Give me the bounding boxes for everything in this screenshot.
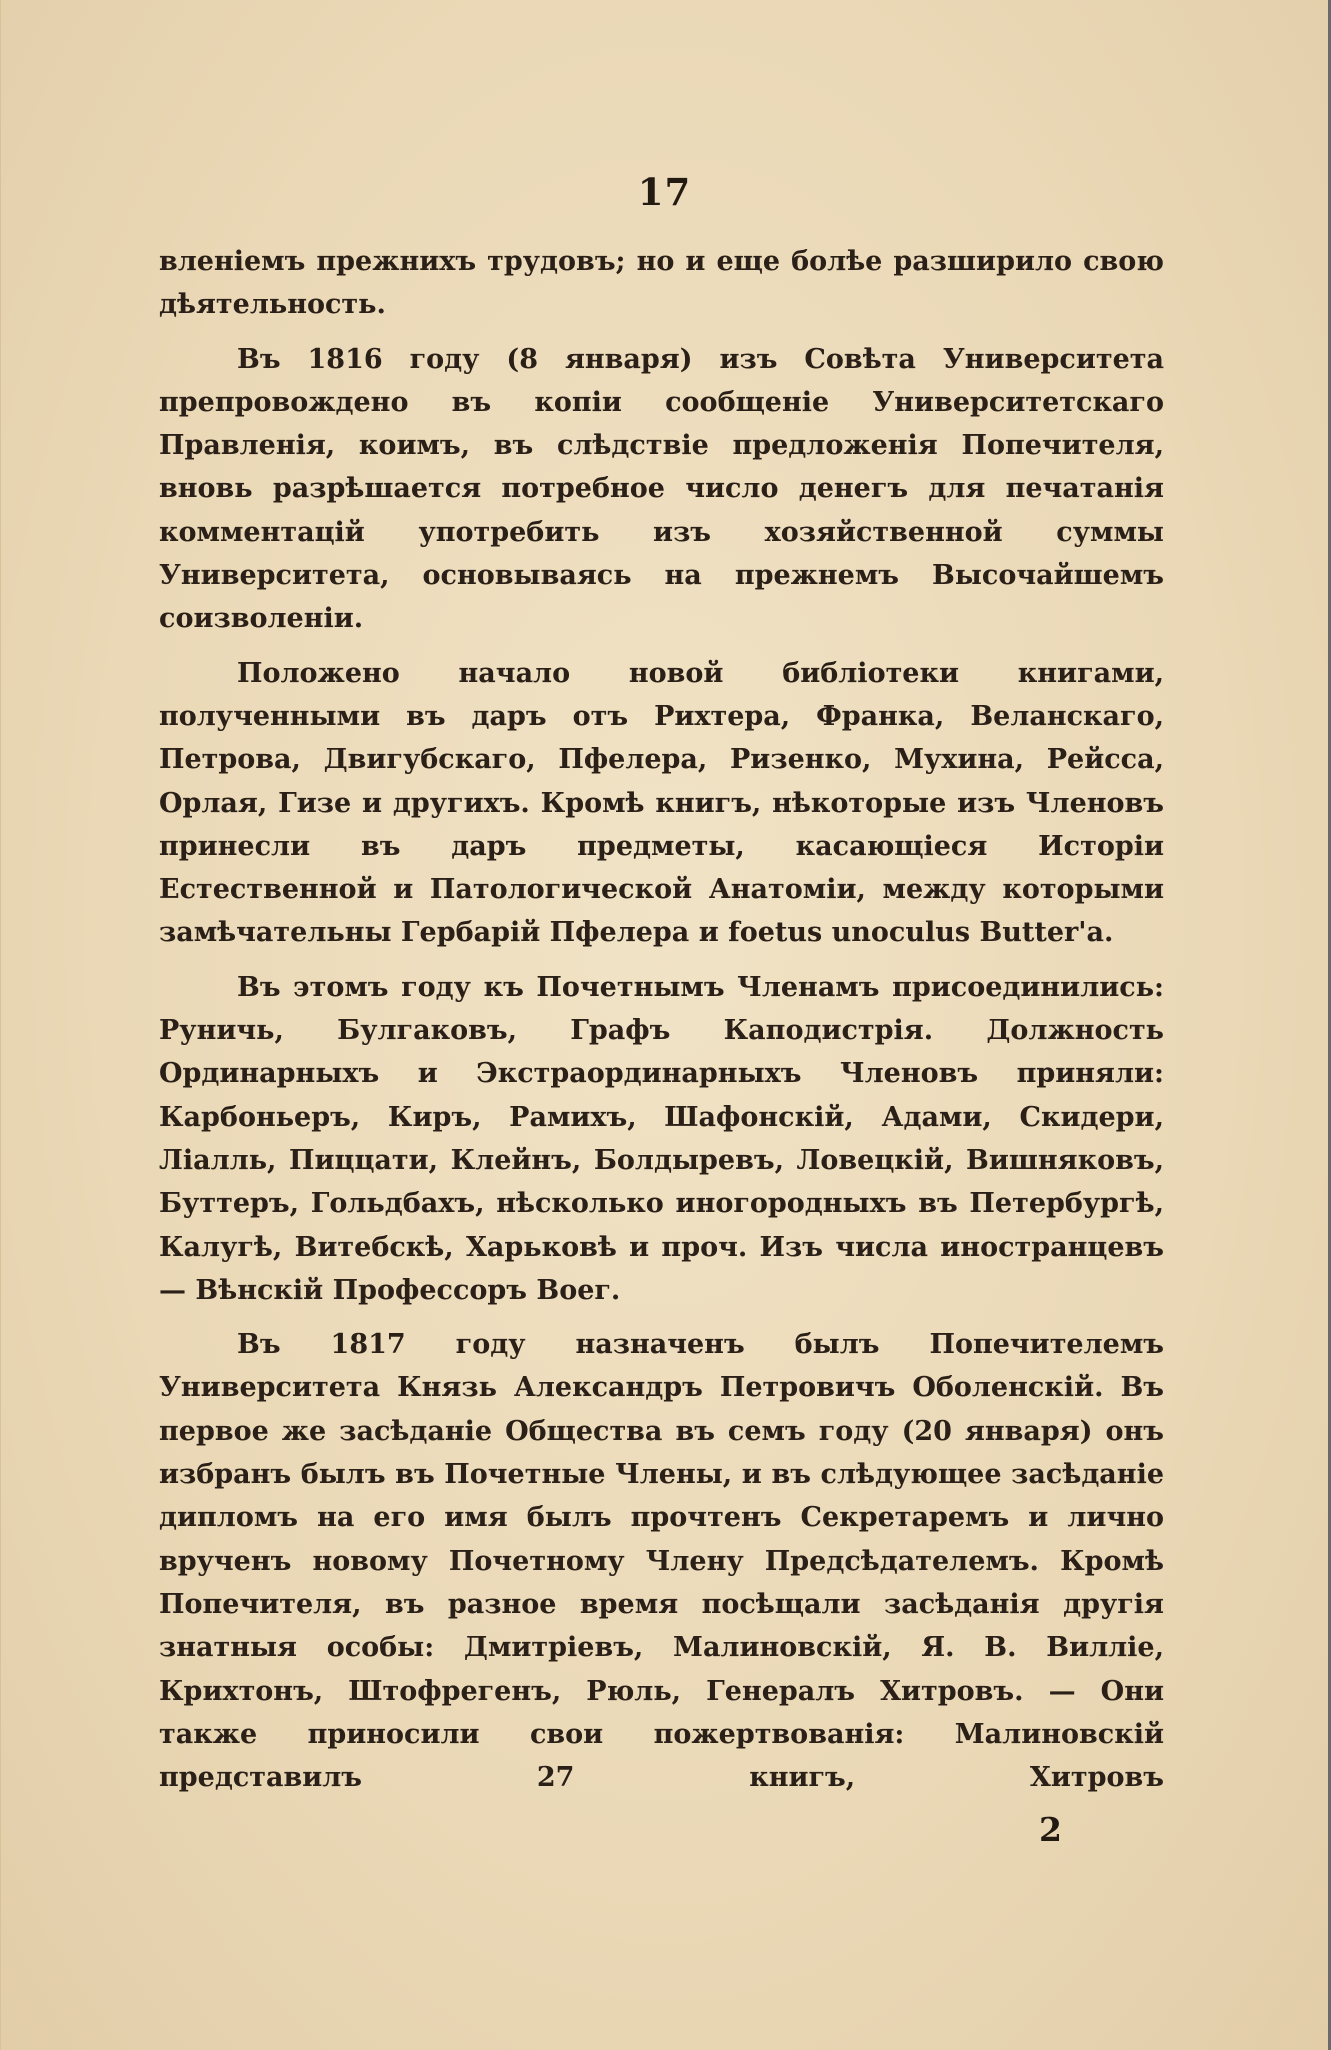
- page-number: 17: [637, 170, 692, 214]
- signature-mark: 2: [1039, 1810, 1062, 1849]
- paragraph-1: вленiемъ прежнихъ трудовъ; но и еще болѣе разширило свою дѣятельность.: [159, 246, 1164, 321]
- paragraph-5: Въ 1817 году назначенъ былъ Попечителемъ Университета Князь Александръ Петровичъ Оболенскiй. Въ первое же засѣданiе Общества въ семъ году (20 января) онъ избранъ былъ въ Почетные Члены, и въ слѣдующее засѣданiе дипломъ на его имя былъ прочтенъ Секретаремъ и лично врученъ новому Почетному Члену Предсѣдателемъ. Кромѣ Попечителя, въ разное время посѣщали засѣданiя другiя знатныя особы: Дмитрiевъ, Малиновскiй, Я. В. Виллiе, Крихтонъ, Штофрегенъ, Рюль, Генералъ Хитровъ. — Они также приносили свои пожертвованiя: Малиновскiй представилъ 27 книгъ, Хитровъ: [159, 1329, 1164, 1794]
- body-text: [159, 240, 1164, 1810]
- paragraph-2: Въ 1816 году (8 января) изъ Совѣта Университета препровождено въ копiи сообщенiе Университетскаго Правленiя, коимъ, въ слѣдствiе предложенiя Попечителя, вновь разрѣшается потребное число денегъ для печатанiя комментацiй употребить изъ хозяйственной суммы Университета, основываясь на прежнемъ Высочайшемъ соизволенiи.: [159, 343, 1164, 635]
- paragraph-3: Положено начало новой библiотеки книгами, полученными въ даръ отъ Рихтера, Франка, Веланскаго, Петрова, Двигубскаго, Пфелера, Ризенко, Мухина, Рейсса, Орлая, Гизе и другихъ. Кромѣ книгъ, нѣкоторые изъ Членовъ принесли въ даръ предметы, касающiеся Исторiи Естественной и Патологической Анатомiи, между которыми замѣчательны Гербарiй Пфелера и foetus unoculus Butter'a.: [159, 657, 1164, 949]
- paragraph-4: Въ этомъ году къ Почетнымъ Членамъ присоединились: Руничь, Булгаковъ, Графъ Каподистрiя. Должность Ординарныхъ и Экстраординарныхъ Членовъ приняли: Карбоньеръ, Киръ, Рамихъ, Шафонскiй, Адами, Скидери, Лiалль, Пиццати, Клейнъ, Болдыревъ, Ловецкiй, Вишняковъ, Буттеръ, Гольдбахъ, нѣсколько иногородныхъ въ Петербургѣ, Калугѣ, Витебскѣ, Харьковѣ и проч. Изъ числа иностранцевъ — Вѣнскiй Профессоръ Воег.: [159, 971, 1164, 1306]
